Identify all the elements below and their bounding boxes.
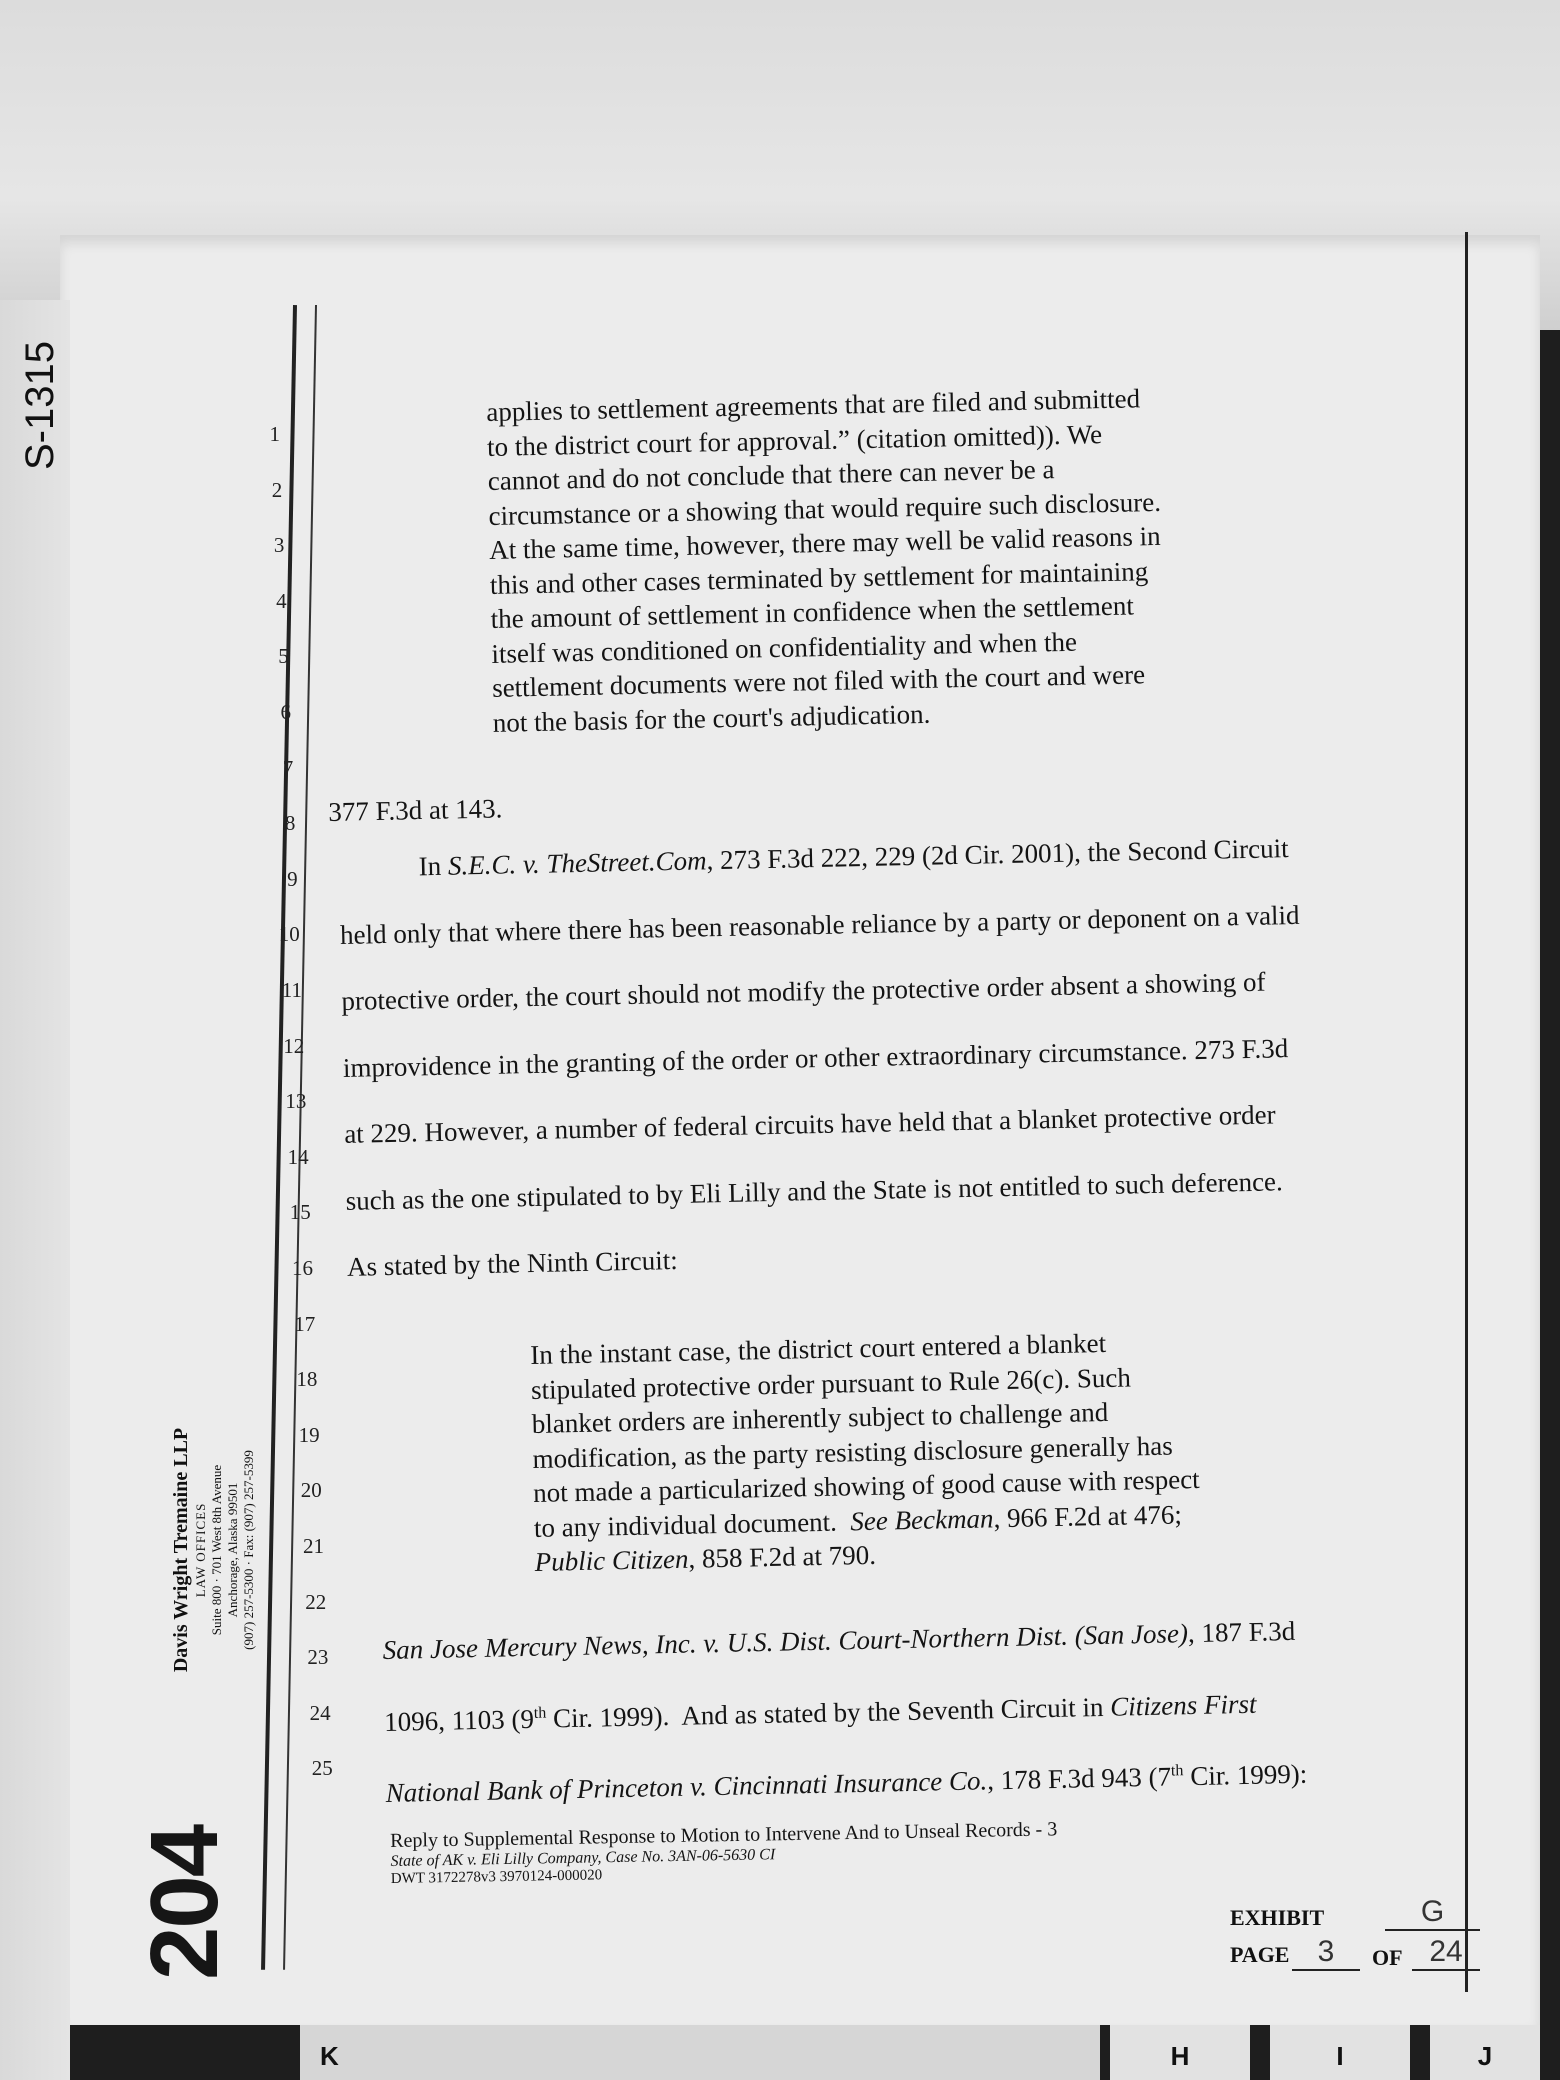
left-margin	[0, 300, 70, 2080]
handwritten-page-number: 204	[131, 1825, 238, 1980]
paragraph-2	[382, 1598, 1308, 1827]
line-number: 19	[298, 1422, 320, 1447]
quote-line: stipulated protective order pursuant to Rule 26(c). Such	[530, 1361, 1132, 1405]
paragraph-line: San Jose Mercury News, Inc. v. U.S. Dist. Court-Northern Dist. (San Jose), 187 F.3d	[382, 1615, 1296, 1665]
line-number: 9	[287, 866, 298, 891]
line-number: 5	[278, 644, 289, 669]
line-number: 11	[281, 978, 302, 1002]
firm-address-1: Suite 800 · 701 West 8th Avenue	[209, 1464, 224, 1636]
paragraph-line: protective order, the court should not modify the protective order absent a showing of	[341, 966, 1266, 1016]
exhibit-value: G	[1385, 1895, 1480, 1931]
paragraph-line: As stated by the Ninth Circuit:	[346, 1244, 679, 1282]
bates-stamp: S-1315	[18, 341, 62, 470]
line-number: 1	[269, 422, 280, 446]
quote-line: not the basis for the court's adjudication.	[492, 698, 931, 738]
quote-line: cannot and do not conclude that there can never be a	[487, 454, 1055, 496]
firm-address-2: Anchorage, Alaska 99501	[225, 1482, 240, 1618]
line-number: 14	[287, 1144, 309, 1169]
line-number: 12	[283, 1033, 305, 1058]
line-number: 15	[289, 1200, 311, 1225]
quote-line: to any individual document. See Beckman, 966 F.2d at 476;	[533, 1498, 1183, 1543]
page-footer	[390, 1818, 1058, 1888]
line-number: 6	[280, 700, 291, 724]
firm-letterhead	[170, 1400, 290, 1700]
paragraph-line: such as the one stipulated to by Eli Lilly and the State is not entitled to such deference.	[345, 1165, 1284, 1216]
exhibit-page-value: 3	[1292, 1935, 1360, 1971]
line-number: 10	[278, 922, 300, 947]
exhibit-of-value: 24	[1412, 1935, 1480, 1971]
binder-tab-i: I	[1270, 2025, 1410, 2080]
firm-phone: (907) 257-5300 · Fax: (907) 257-5399	[241, 1450, 256, 1650]
line-number: 25	[311, 1756, 333, 1781]
line-number: 2	[271, 477, 283, 502]
quote-line: the amount of settlement in confidence when the settlement	[490, 590, 1135, 634]
right-margin-rule	[1465, 232, 1468, 1992]
paragraph-line: at 229. However, a number of federal circuits have held that a blanket protective order	[343, 1099, 1276, 1149]
paragraph-line: improvidence in the granting of the order or other extraordinary circumstance. 273 F.3d	[342, 1032, 1289, 1083]
paragraph-line: National Bank of Princeton v. Cincinnati Insurance Co., 178 F.3d 943 (7th Cir. 1999):	[385, 1758, 1308, 1808]
quote-line: blanket orders are inherently subject to challenge and	[531, 1396, 1109, 1439]
quote-line: itself was conditioned on confidentiality and when the	[491, 626, 1078, 669]
quote-line: Public Citizen, 858 F.2d at 790.	[534, 1539, 877, 1577]
footer-title: Reply to Supplemental Response to Motion to Intervene And to Unseal Records - 3	[390, 1818, 1058, 1852]
exhibit-label: EXHIBIT	[1230, 1905, 1325, 1930]
quote-line: applies to settlement agreements that are filed and submitted	[486, 383, 1141, 427]
quote-line: At the same time, however, there may well be valid reasons in	[488, 520, 1161, 565]
binder-tab-k: K	[300, 2025, 1100, 2080]
paragraph-line: 1096, 1103 (9th Cir. 1999). And as stated by the Seventh Circuit in Citizens First	[383, 1688, 1257, 1737]
quote-line: circumstance or a showing that would require such disclosure.	[488, 486, 1162, 531]
paragraph-line: held only that where there has been reasonable reliance by a party or deponent on a valid	[339, 899, 1300, 950]
binder-tab-j: J	[1430, 2025, 1540, 2080]
line-number: 7	[282, 755, 294, 780]
quote-line: this and other cases terminated by settlement for maintaining	[489, 555, 1149, 600]
firm-subtitle: LAW OFFICES	[193, 1502, 208, 1598]
paragraph-line: In S.E.C. v. TheStreet.Com, 273 F.3d 222, 229 (2d Cir. 2001), the Second Circuit	[418, 833, 1289, 882]
line-number: 23	[307, 1645, 329, 1670]
quote-line: In the instant case, the district court entered a blanket	[530, 1327, 1107, 1370]
quote-line: not made a particularized showing of good cause with respect	[532, 1464, 1200, 1508]
line-number: 3	[273, 533, 285, 558]
firm-name: Davis Wright Tremaine LLP	[170, 1427, 192, 1673]
line-number: 18	[296, 1367, 318, 1392]
paragraph-1	[338, 815, 1307, 1300]
line-number: 22	[305, 1589, 327, 1614]
footer-case: State of AK v. Eli Lilly Company, Case No. 3AN-06-5630 CI	[390, 1846, 776, 1870]
binder-tab-h: H	[1110, 2025, 1250, 2080]
line-number: 8	[284, 811, 296, 836]
line-number: 20	[300, 1478, 322, 1503]
bleed-through-text	[139, 25, 148, 59]
line-number: 17	[294, 1311, 316, 1336]
quote-line: modification, as the party resisting disclosure generally has	[532, 1430, 1174, 1474]
quote-line: to the district court for approval.” (citation omitted)). We	[486, 418, 1103, 462]
line-number: 24	[309, 1700, 331, 1725]
line-number: 13	[285, 1089, 307, 1114]
block-quote-1	[486, 381, 1166, 740]
quote-line: settlement documents were not filed with the court and were	[491, 659, 1146, 703]
citation: 377 F.3d at 143.	[328, 793, 503, 827]
line-number: 21	[303, 1534, 324, 1558]
block-quote-2	[530, 1324, 1201, 1579]
line-number: 4	[276, 588, 287, 613]
line-number: 16	[292, 1256, 313, 1280]
exhibit-of-label: OF	[1372, 1945, 1403, 1970]
exhibit-page-label: PAGE	[1230, 1942, 1290, 1967]
footer-docid: DWT 3172278v3 3970124-000020	[390, 1867, 603, 1887]
